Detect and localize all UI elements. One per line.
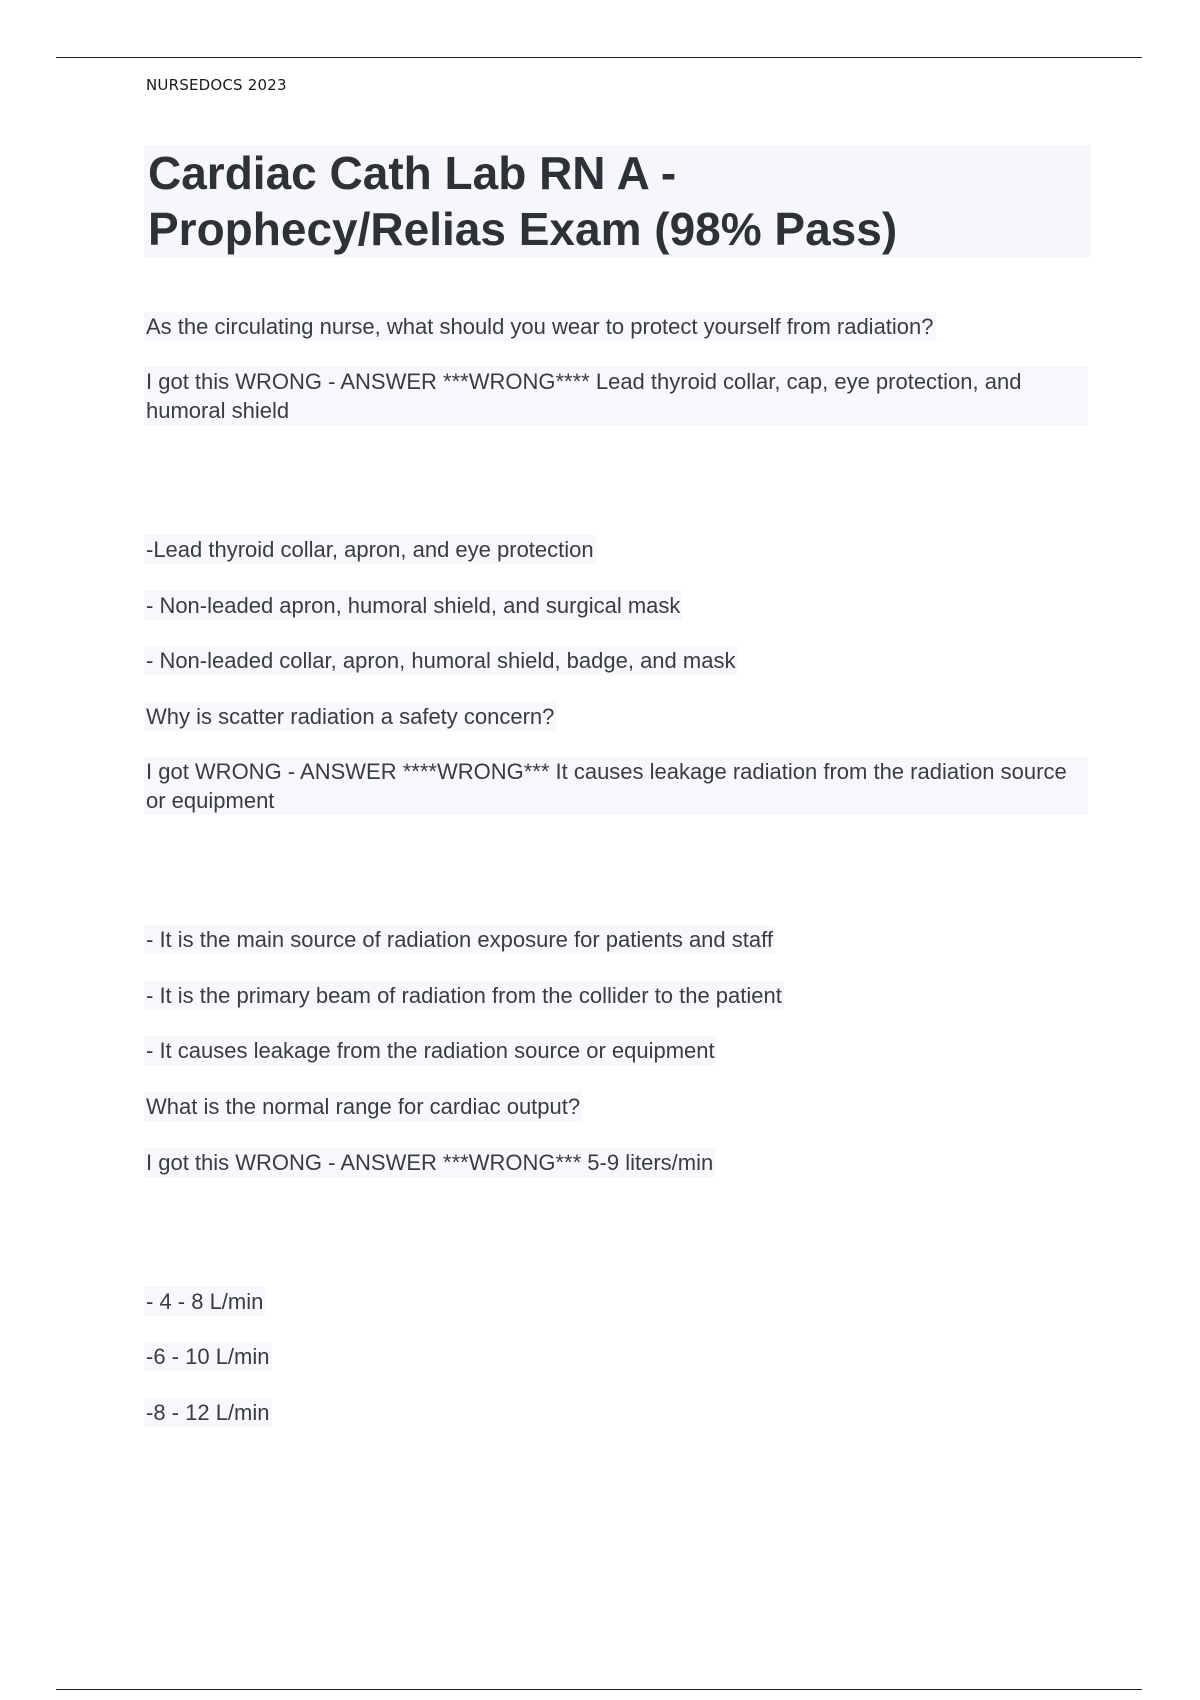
document-title-line-1: Cardiac Cath Lab RN A - — [148, 147, 677, 199]
answer-option: - It causes leakage from the radiation source or equipment — [146, 1038, 715, 1063]
question-text: What is the normal range for cardiac output? — [146, 1094, 581, 1119]
answer-text: I got this WRONG - ANSWER ***WRONG*** 5-9 liters/min — [146, 1150, 714, 1175]
answer-option: -8 - 12 L/min — [146, 1400, 270, 1425]
question-text: Why is scatter radiation a safety concern? — [146, 704, 555, 729]
answer-option: - It is the main source of radiation exposure for patients and staff — [146, 927, 773, 952]
answer-option: -Lead thyroid collar, apron, and eye protection — [146, 537, 594, 562]
header-rule — [56, 57, 1142, 58]
answer-option: - 4 - 8 L/min — [146, 1289, 264, 1314]
answer-option: - It is the primary beam of radiation from the collider to the patient — [146, 983, 782, 1008]
question-text: As the circulating nurse, what should you wear to protect yourself from radiation? — [146, 314, 934, 339]
answer-text: I got this WRONG - ANSWER ***WRONG**** Lead thyroid collar, cap, eye protection, and humoral shield — [144, 367, 1088, 425]
answer-option: -6 - 10 L/min — [146, 1344, 270, 1369]
answer-option: - Non-leaded apron, humoral shield, and surgical mask — [146, 593, 681, 618]
answer-text: I got WRONG - ANSWER ****WRONG*** It causes leakage radiation from the radiation source or equipment — [144, 757, 1088, 815]
document-title-line-2: Prophecy/Relias Exam (98% Pass) — [148, 203, 898, 255]
document-title — [144, 145, 1091, 257]
page-header-label: NURSEDOCS 2023 — [146, 76, 287, 94]
footer-rule — [56, 1689, 1142, 1690]
answer-option: - Non-leaded collar, apron, humoral shield, badge, and mask — [146, 648, 736, 673]
